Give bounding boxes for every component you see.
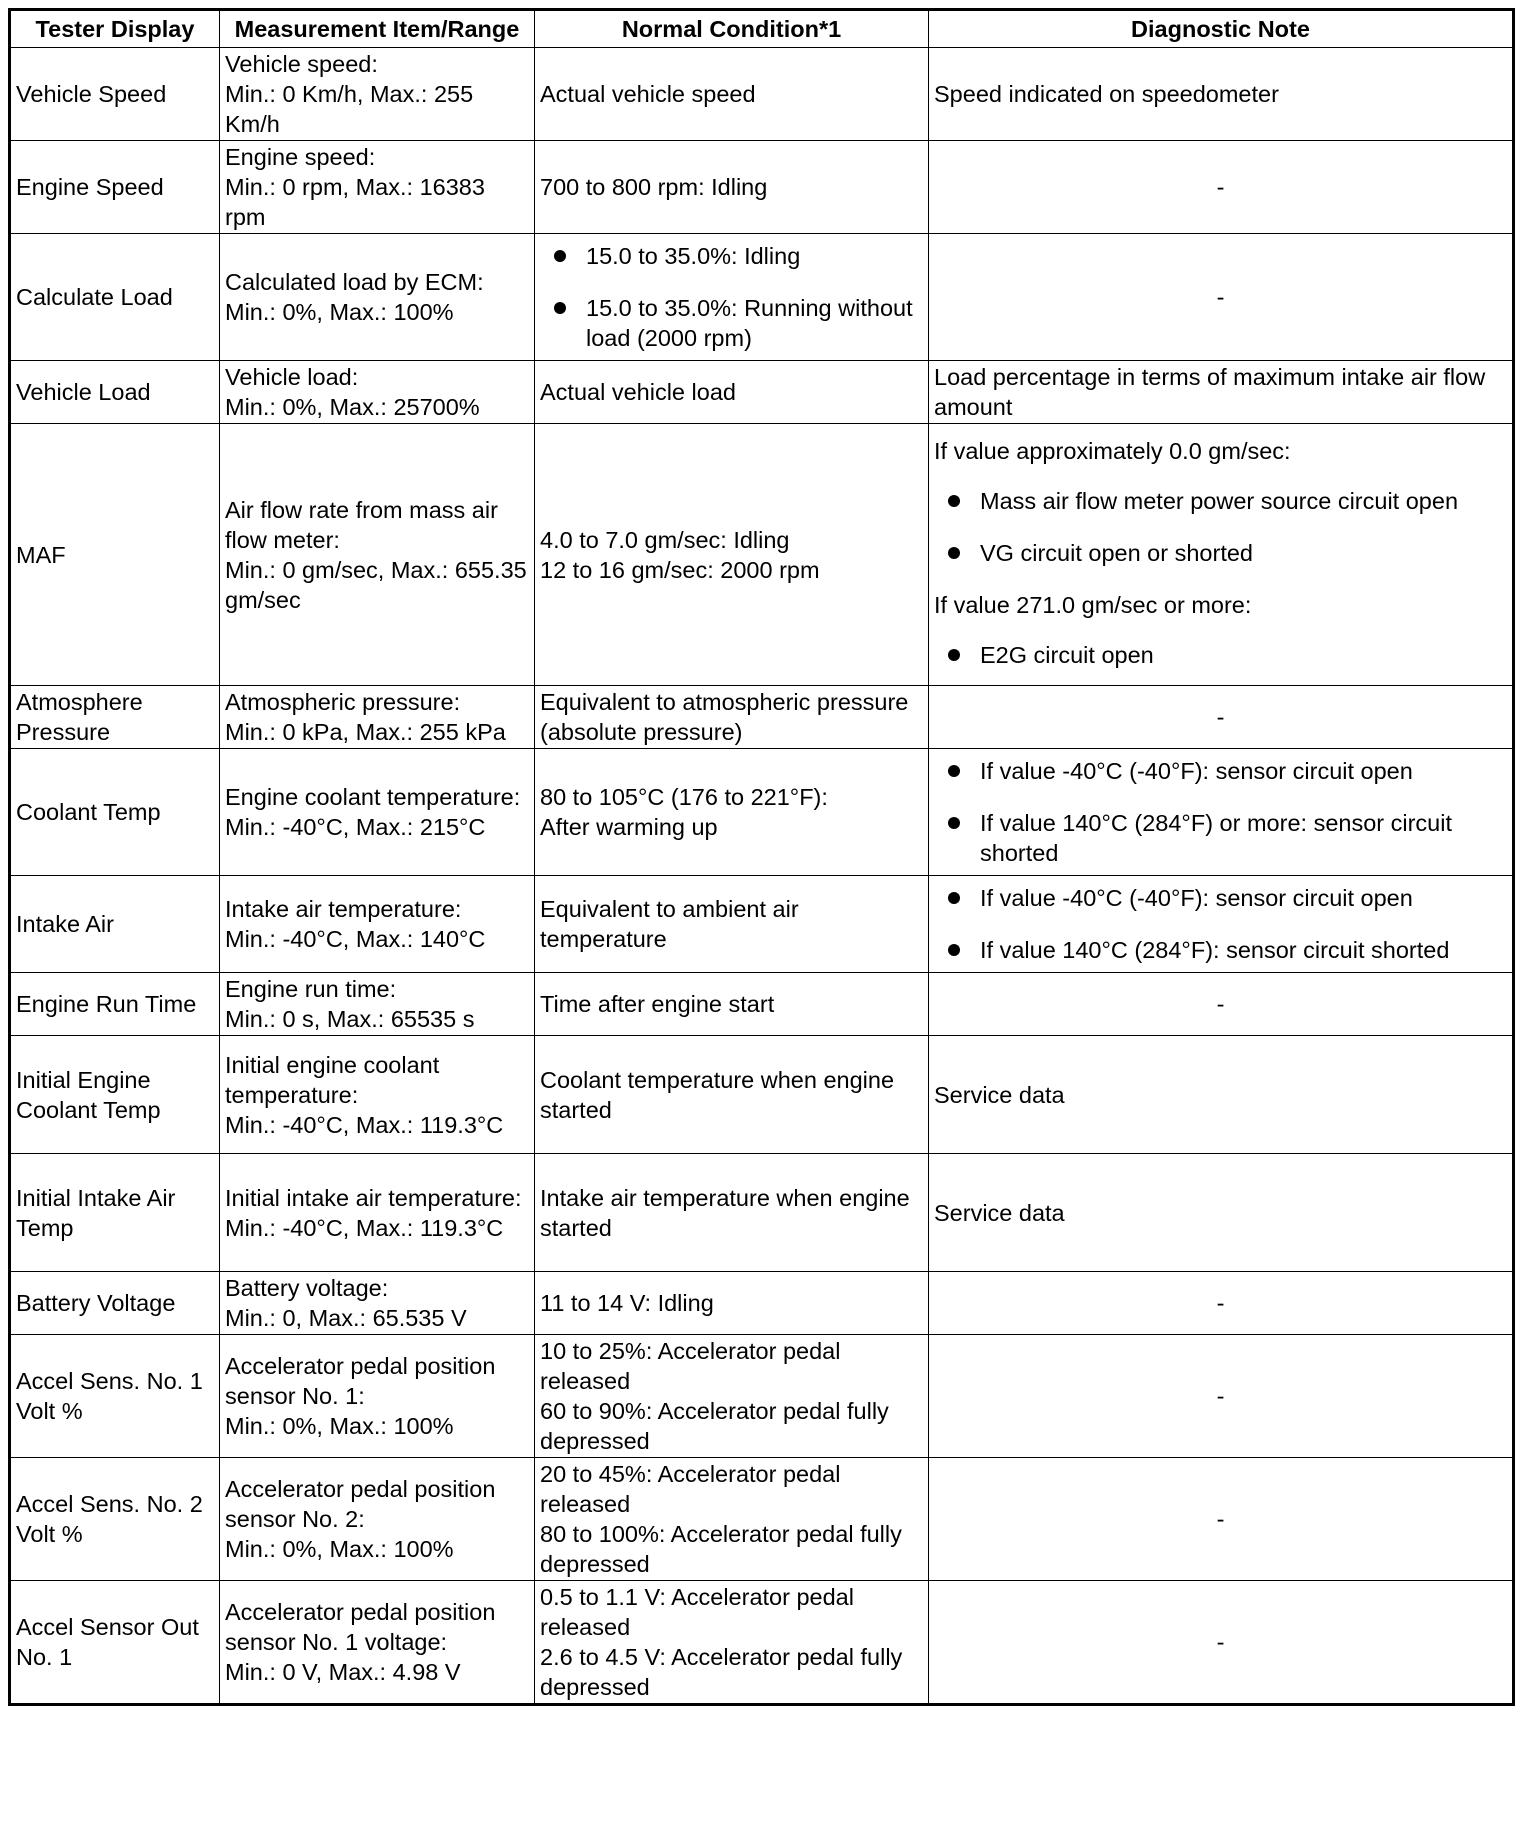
normal-line: 10 to 25%: Accelerator pedal released bbox=[540, 1338, 841, 1394]
diagnostic-note-cell: - bbox=[929, 973, 1514, 1036]
tester-display-cell: Atmosphere Pressure bbox=[10, 686, 220, 749]
measurement-cell bbox=[220, 141, 535, 234]
diagnostic-note-cell: Speed indicated on speedometer bbox=[929, 48, 1514, 141]
measurement-line: Min.: 0 V, Max.: 4.98 V bbox=[225, 1659, 461, 1685]
normal-line: Actual vehicle speed bbox=[540, 81, 756, 107]
tester-display-cell: Accel Sensor Out No. 1 bbox=[10, 1581, 220, 1705]
normal-condition-cell bbox=[535, 686, 929, 749]
normal-line: 0.5 to 1.1 V: Accelerator pedal released bbox=[540, 1584, 854, 1640]
note-bullet-list bbox=[934, 486, 1507, 568]
table-row bbox=[10, 234, 1514, 361]
data-list-table bbox=[8, 8, 1515, 1706]
tester-display-cell: Engine Run Time bbox=[10, 973, 220, 1036]
normal-line: 700 to 800 rpm: Idling bbox=[540, 174, 768, 200]
diagnostic-note-cell: - bbox=[929, 1458, 1514, 1581]
measurement-cell bbox=[220, 48, 535, 141]
normal-condition-cell bbox=[535, 749, 929, 876]
measurement-line: Accelerator pedal position sensor No. 2: bbox=[225, 1476, 496, 1532]
measurement-line: Calculated load by ECM: bbox=[225, 269, 484, 295]
note-bullet-list bbox=[934, 756, 1507, 868]
measurement-line: Min.: 0, Max.: 65.535 V bbox=[225, 1305, 467, 1331]
table-row bbox=[10, 876, 1514, 973]
measurement-cell bbox=[220, 361, 535, 424]
normal-condition-cell bbox=[535, 876, 929, 973]
bullet-icon bbox=[948, 495, 960, 507]
table-header bbox=[10, 10, 1514, 48]
measurement-cell bbox=[220, 424, 535, 686]
normal-line: 80 to 105°C (176 to 221°F): bbox=[540, 784, 828, 810]
measurement-line: Engine coolant temperature: bbox=[225, 784, 521, 810]
measurement-line: Accelerator pedal position sensor No. 1: bbox=[225, 1353, 496, 1409]
normal-condition-cell bbox=[535, 1154, 929, 1272]
measurement-line: Min.: -40°C, Max.: 119.3°C bbox=[225, 1111, 504, 1138]
header-row bbox=[10, 10, 1514, 48]
bullet-text: If value -40°C (-40°F): sensor circuit open bbox=[980, 758, 1413, 784]
note-bullet-list bbox=[934, 883, 1507, 965]
diagnostic-note-cell: Load percentage in terms of maximum intake air flow amount bbox=[929, 361, 1514, 424]
table-row bbox=[10, 141, 1514, 234]
tester-display-cell: Vehicle Load bbox=[10, 361, 220, 424]
normal-line: Intake air temperature when engine started bbox=[540, 1184, 910, 1241]
tester-display-cell: Engine Speed bbox=[10, 141, 220, 234]
measurement-line: Min.: 0%, Max.: 100% bbox=[225, 299, 454, 325]
bullet-text: Mass air flow meter power source circuit open bbox=[980, 487, 1459, 514]
bullet-icon bbox=[948, 547, 960, 559]
tester-display-cell: Vehicle Speed bbox=[10, 48, 220, 141]
measurement-line: Min.: -40°C, Max.: 119.3°C bbox=[225, 1214, 504, 1241]
table-row bbox=[10, 1272, 1514, 1335]
bullet-icon bbox=[554, 250, 566, 262]
table-row bbox=[10, 686, 1514, 749]
bullet-icon bbox=[554, 302, 566, 314]
measurement-cell bbox=[220, 1335, 535, 1458]
normal-condition-cell bbox=[535, 141, 929, 234]
measurement-cell bbox=[220, 234, 535, 361]
diagnostic-note-cell: - bbox=[929, 686, 1514, 749]
normal-condition-cell bbox=[535, 361, 929, 424]
bullet-text: If value 140°C (284°F) or more: sensor circuit shorted bbox=[980, 810, 1452, 866]
measurement-line: Initial intake air temperature: bbox=[225, 1184, 522, 1211]
measurement-line: Min.: -40°C, Max.: 140°C bbox=[225, 926, 486, 952]
measurement-line: Air flow rate from mass air flow meter: bbox=[225, 496, 498, 553]
tester-display-cell: Battery Voltage bbox=[10, 1272, 220, 1335]
table-row bbox=[10, 424, 1514, 686]
data-list-page bbox=[8, 8, 1512, 1706]
diagnostic-note-cell bbox=[929, 424, 1514, 686]
normal-line: 2.6 to 4.5 V: Accelerator pedal fully depressed bbox=[540, 1644, 903, 1700]
tester-display-cell: MAF bbox=[10, 424, 220, 686]
tester-display-cell: Accel Sens. No. 2 Volt % bbox=[10, 1458, 220, 1581]
normal-line: 80 to 100%: Accelerator pedal fully depressed bbox=[540, 1521, 902, 1577]
bullet-text: If value -40°C (-40°F): sensor circuit open bbox=[980, 885, 1413, 911]
measurement-line: Engine run time: bbox=[225, 976, 397, 1002]
bullet-item bbox=[934, 883, 1507, 913]
table-row bbox=[10, 973, 1514, 1036]
table-row bbox=[10, 361, 1514, 424]
normal-line: 60 to 90%: Accelerator pedal fully depressed bbox=[540, 1398, 889, 1454]
normal-condition-cell bbox=[535, 1581, 929, 1705]
normal-line: 12 to 16 gm/sec: 2000 rpm bbox=[540, 556, 820, 583]
note-paragraph: If value 271.0 gm/sec or more: bbox=[934, 591, 1252, 618]
measurement-line: Min.: -40°C, Max.: 215°C bbox=[225, 814, 486, 840]
diagnostic-note-cell: - bbox=[929, 1581, 1514, 1705]
normal-condition-cell bbox=[535, 1335, 929, 1458]
table-row bbox=[10, 1581, 1514, 1705]
measurement-line: Intake air temperature: bbox=[225, 896, 462, 922]
normal-bullet-list bbox=[540, 241, 923, 353]
normal-condition-cell bbox=[535, 48, 929, 141]
measurement-cell bbox=[220, 1154, 535, 1272]
diagnostic-note-cell bbox=[929, 749, 1514, 876]
tester-display-cell: Intake Air bbox=[10, 876, 220, 973]
normal-condition-cell bbox=[535, 234, 929, 361]
table-row bbox=[10, 1458, 1514, 1581]
measurement-line: Min.: 0%, Max.: 25700% bbox=[225, 394, 480, 420]
bullet-text: E2G circuit open bbox=[980, 641, 1154, 668]
note-bullet-list bbox=[934, 640, 1507, 670]
measurement-cell bbox=[220, 1581, 535, 1705]
bullet-item bbox=[540, 293, 923, 353]
normal-line: 20 to 45%: Accelerator pedal released bbox=[540, 1461, 841, 1517]
diagnostic-note-cell: Service data bbox=[929, 1036, 1514, 1154]
tester-display-cell: Initial Intake Air Temp bbox=[10, 1154, 220, 1272]
normal-line: 11 to 14 V: Idling bbox=[540, 1290, 714, 1316]
bullet-text: If value 140°C (284°F): sensor circuit shorted bbox=[980, 937, 1450, 963]
bullet-item bbox=[934, 808, 1507, 868]
normal-line: Equivalent to atmospheric pressure (absolute pressure) bbox=[540, 689, 909, 745]
table-row bbox=[10, 48, 1514, 141]
table-row bbox=[10, 1154, 1514, 1272]
measurement-cell bbox=[220, 973, 535, 1036]
measurement-cell bbox=[220, 1458, 535, 1581]
normal-condition-cell bbox=[535, 424, 929, 686]
table-row bbox=[10, 1335, 1514, 1458]
measurement-cell bbox=[220, 1272, 535, 1335]
bullet-icon bbox=[948, 892, 960, 904]
measurement-line: Min.: 0%, Max.: 100% bbox=[225, 1413, 454, 1439]
normal-line: Coolant temperature when engine started bbox=[540, 1066, 895, 1123]
bullet-item bbox=[934, 640, 1507, 670]
diagnostic-note-cell: - bbox=[929, 234, 1514, 361]
bullet-text: 15.0 to 35.0%: Idling bbox=[586, 243, 801, 269]
measurement-cell bbox=[220, 1036, 535, 1154]
normal-line: Actual vehicle load bbox=[540, 379, 736, 405]
table-row bbox=[10, 1036, 1514, 1154]
tester-display-cell: Coolant Temp bbox=[10, 749, 220, 876]
normal-condition-cell bbox=[535, 1272, 929, 1335]
diagnostic-note-cell: Service data bbox=[929, 1154, 1514, 1272]
measurement-line: Min.: 0 kPa, Max.: 255 kPa bbox=[225, 719, 506, 745]
bullet-icon bbox=[948, 765, 960, 777]
bullet-text: VG circuit open or shorted bbox=[980, 539, 1253, 566]
note-paragraph: If value approximately 0.0 gm/sec: bbox=[934, 437, 1291, 464]
bullet-item bbox=[540, 241, 923, 271]
normal-condition-cell bbox=[535, 973, 929, 1036]
measurement-line: Accelerator pedal position sensor No. 1 voltage: bbox=[225, 1599, 496, 1655]
measurement-line: Min.: 0 rpm, Max.: 16383 rpm bbox=[225, 174, 485, 230]
normal-line: After warming up bbox=[540, 814, 718, 840]
measurement-line: Initial engine coolant temperature: bbox=[225, 1051, 440, 1108]
table-body bbox=[10, 48, 1514, 1705]
header-diagnostic-note: Diagnostic Note bbox=[929, 10, 1514, 48]
normal-condition-cell bbox=[535, 1036, 929, 1154]
diagnostic-note-cell bbox=[929, 876, 1514, 973]
measurement-line: Battery voltage: bbox=[225, 1275, 389, 1301]
measurement-line: Min.: 0 s, Max.: 65535 s bbox=[225, 1006, 475, 1032]
normal-line: Equivalent to ambient air temperature bbox=[540, 896, 799, 952]
bullet-item bbox=[934, 935, 1507, 965]
measurement-line: Vehicle load: bbox=[225, 364, 359, 390]
diagnostic-note-cell: - bbox=[929, 141, 1514, 234]
normal-line: Time after engine start bbox=[540, 991, 775, 1017]
header-normal-condition: Normal Condition*1 bbox=[535, 10, 929, 48]
bullet-item bbox=[934, 486, 1507, 516]
measurement-cell bbox=[220, 749, 535, 876]
measurement-line: Engine speed: bbox=[225, 144, 376, 170]
bullet-item bbox=[934, 756, 1507, 786]
measurement-line: Min.: 0%, Max.: 100% bbox=[225, 1536, 454, 1562]
normal-line: 4.0 to 7.0 gm/sec: Idling bbox=[540, 526, 790, 553]
bullet-icon bbox=[948, 817, 960, 829]
measurement-line: Min.: 0 gm/sec, Max.: 655.35 gm/sec bbox=[225, 556, 527, 613]
header-tester-display: Tester Display bbox=[10, 10, 220, 48]
table-row bbox=[10, 749, 1514, 876]
measurement-cell bbox=[220, 686, 535, 749]
diagnostic-note-cell: - bbox=[929, 1272, 1514, 1335]
tester-display-cell: Accel Sens. No. 1 Volt % bbox=[10, 1335, 220, 1458]
measurement-line: Atmospheric pressure: bbox=[225, 689, 461, 715]
tester-display-cell: Calculate Load bbox=[10, 234, 220, 361]
bullet-icon bbox=[948, 944, 960, 956]
bullet-item bbox=[934, 538, 1507, 568]
normal-condition-cell bbox=[535, 1458, 929, 1581]
measurement-line: Vehicle speed: bbox=[225, 51, 378, 77]
header-measurement-item: Measurement Item/Range bbox=[220, 10, 535, 48]
tester-display-cell: Initial Engine Coolant Temp bbox=[10, 1036, 220, 1154]
measurement-line: Min.: 0 Km/h, Max.: 255 Km/h bbox=[225, 81, 474, 137]
bullet-text: 15.0 to 35.0%: Running without load (2000 rpm) bbox=[586, 295, 913, 351]
diagnostic-note-cell: - bbox=[929, 1335, 1514, 1458]
bullet-icon bbox=[948, 649, 960, 661]
measurement-cell bbox=[220, 876, 535, 973]
